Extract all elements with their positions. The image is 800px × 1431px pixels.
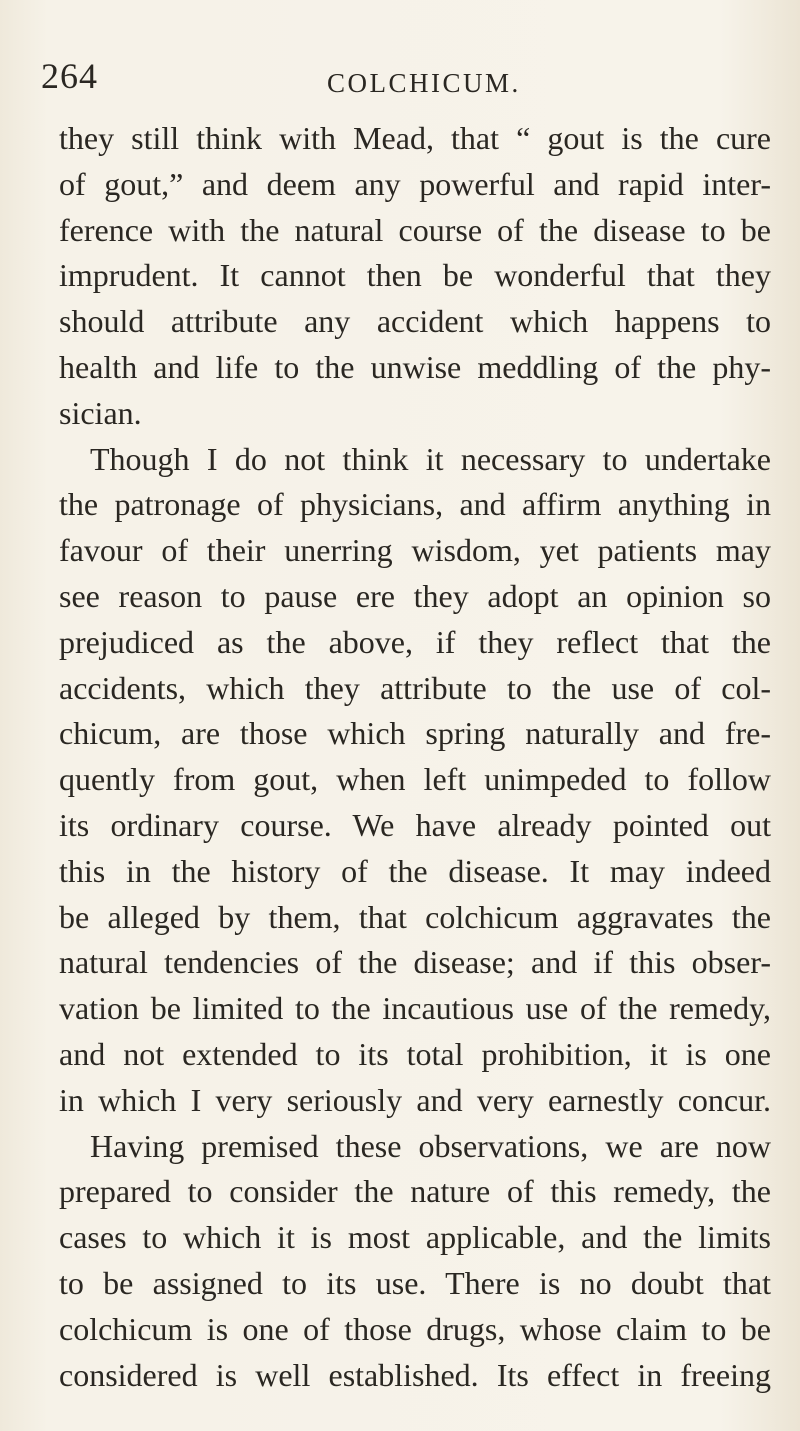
text-line: cases to which it is most applicable, and the limits <box>59 1219 771 1256</box>
text-line: should attribute any accident which happens to <box>59 303 771 340</box>
text-line: prejudiced as the above, if they reflect that the <box>59 623 771 660</box>
text-line: be alleged by them, that colchicum aggravates the <box>59 898 771 935</box>
text-line: this in the history of the disease. It may indeed <box>59 852 771 889</box>
text-line: vation be limited to the incautious use of the remedy, <box>59 990 771 1027</box>
text-line: Having premised these observations, we are now <box>90 1127 771 1164</box>
text-line: health and life to the unwise meddling of the phy- <box>59 348 771 385</box>
text-line: the patronage of physicians, and affirm anything in <box>59 486 771 523</box>
page-header <box>0 56 800 106</box>
text-line: colchicum is one of those drugs, whose claim to be <box>59 1310 771 1347</box>
text-line: of gout,” and deem any powerful and rapid inter- <box>59 165 771 202</box>
text-line: they still think with Mead, that “ gout is the cure <box>59 120 771 156</box>
page-number: 264 <box>41 56 98 96</box>
text-line: Though I do not think it necessary to undertake <box>90 440 771 477</box>
text-line: its ordinary course. We have already pointed out <box>59 806 771 843</box>
text-line: natural tendencies of the disease; and if this obser- <box>59 944 771 981</box>
text-line: in which I very seriously and very earnestly concur. <box>59 1081 771 1118</box>
text-line: quently from gout, when left unimpeded to follow <box>59 761 771 798</box>
text-line: chicum, are those which spring naturally and fre- <box>59 715 771 752</box>
text-line: prepared to consider the nature of this remedy, the <box>59 1173 771 1210</box>
text-line: accidents, which they attribute to the use of col- <box>59 669 771 706</box>
running-head: COLCHICUM. <box>327 68 521 98</box>
text-line: considered is well established. Its effect in freeing <box>59 1356 771 1393</box>
text-line: favour of their unerring wisdom, yet patients may <box>59 532 771 569</box>
text-line: and not extended to its total prohibition, it is one <box>59 1035 771 1072</box>
text-line: to be assigned to its use. There is no doubt that <box>59 1264 771 1301</box>
text-line: sician. <box>59 394 142 431</box>
text-line: imprudent. It cannot then be wonderful that they <box>59 257 771 294</box>
text-line: ference with the natural course of the disease to be <box>59 211 771 248</box>
text-line: see reason to pause ere they adopt an opinion so <box>59 577 771 614</box>
body-text <box>59 116 771 1398</box>
